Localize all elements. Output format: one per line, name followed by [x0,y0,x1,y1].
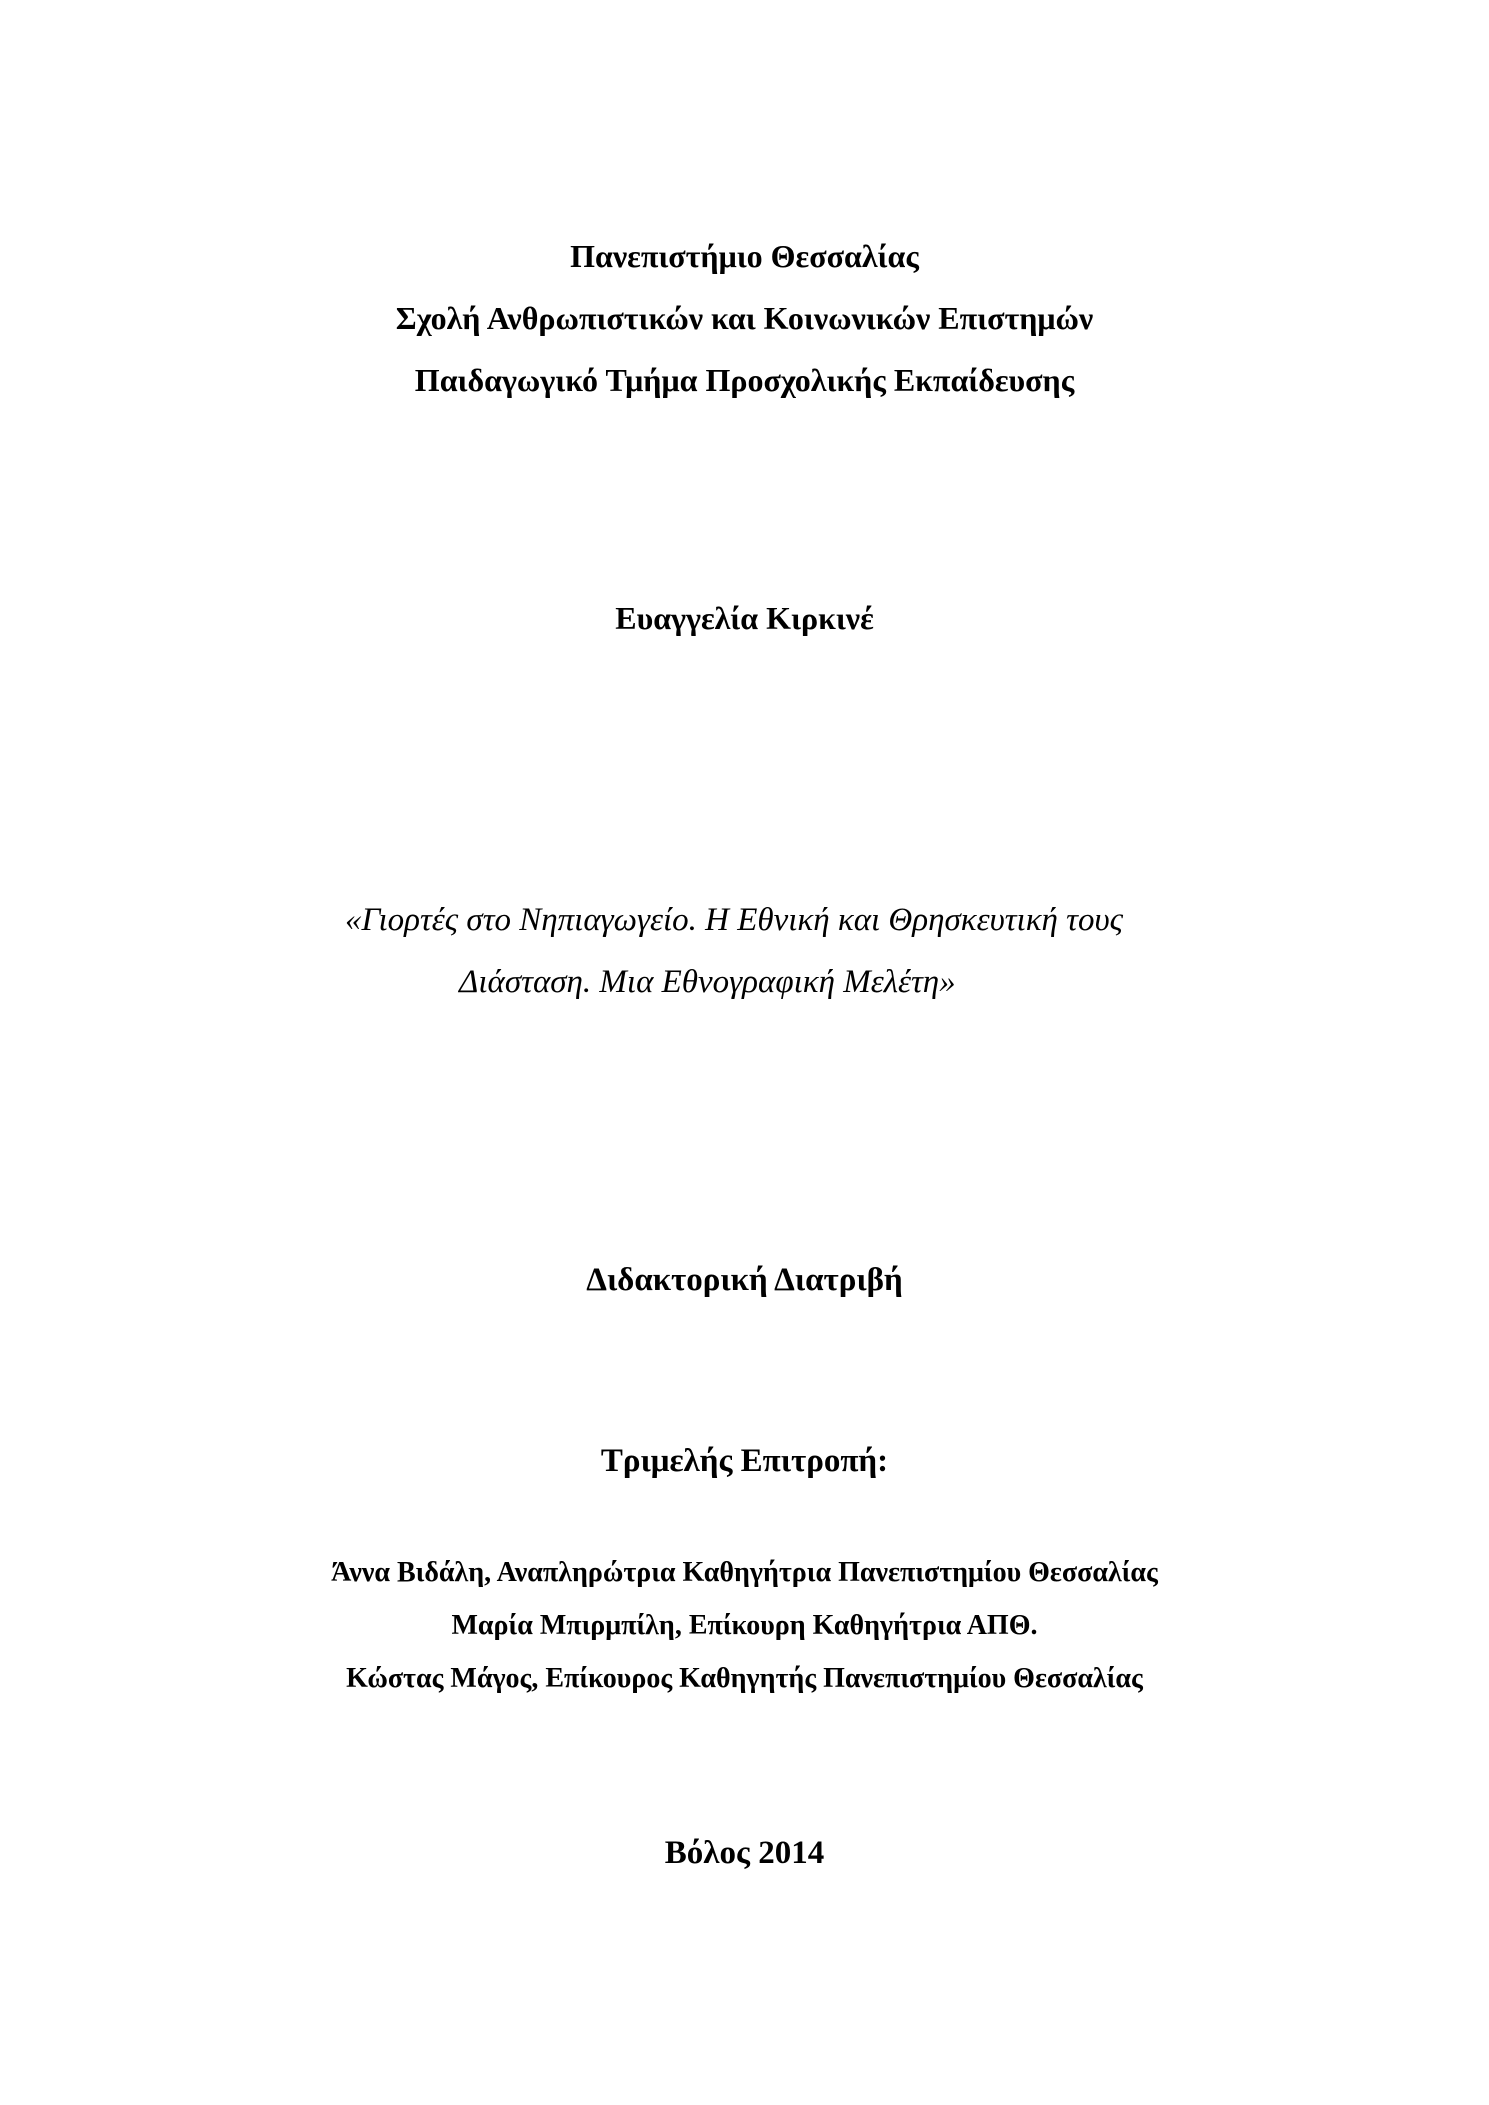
document-type: Διδακτορική Διατριβή [586,1262,903,1298]
thesis-title-line-2: Διάσταση. Μια Εθνογραφική Μελέτη» [459,964,956,1000]
thesis-title-line-1: «Γιορτές στο Νηπιαγωγείο. Η Εθνική και Θρησκευτική τους [345,902,1124,938]
committee-member: Μαρία Μπιρμπίλη, Επίκουρη Καθηγήτρια ΑΠΘ. [451,1610,1038,1641]
committee-member: Άννα Βιδάλη, Αναπληρώτρια Καθηγήτρια Πανεπιστημίου Θεσσαλίας [331,1557,1158,1588]
author-name: Ευαγγελία Κιρκινέ [615,600,874,636]
university-name: Πανεπιστήμιο Θεσσαλίας [570,238,919,274]
committee-member: Κώστας Μάγος, Επίκουρος Καθηγητής Πανεπιστημίου Θεσσαλίας [346,1663,1143,1694]
committee-heading: Τριμελής Επιτροπή: [600,1443,889,1479]
place-year: Βόλος 2014 [664,1835,825,1871]
department-name: Παιδαγωγικό Τμήμα Προσχολικής Εκπαίδευσης [414,362,1075,398]
school-name: Σχολή Ανθρωπιστικών και Κοινωνικών Επιστημών [395,300,1094,336]
